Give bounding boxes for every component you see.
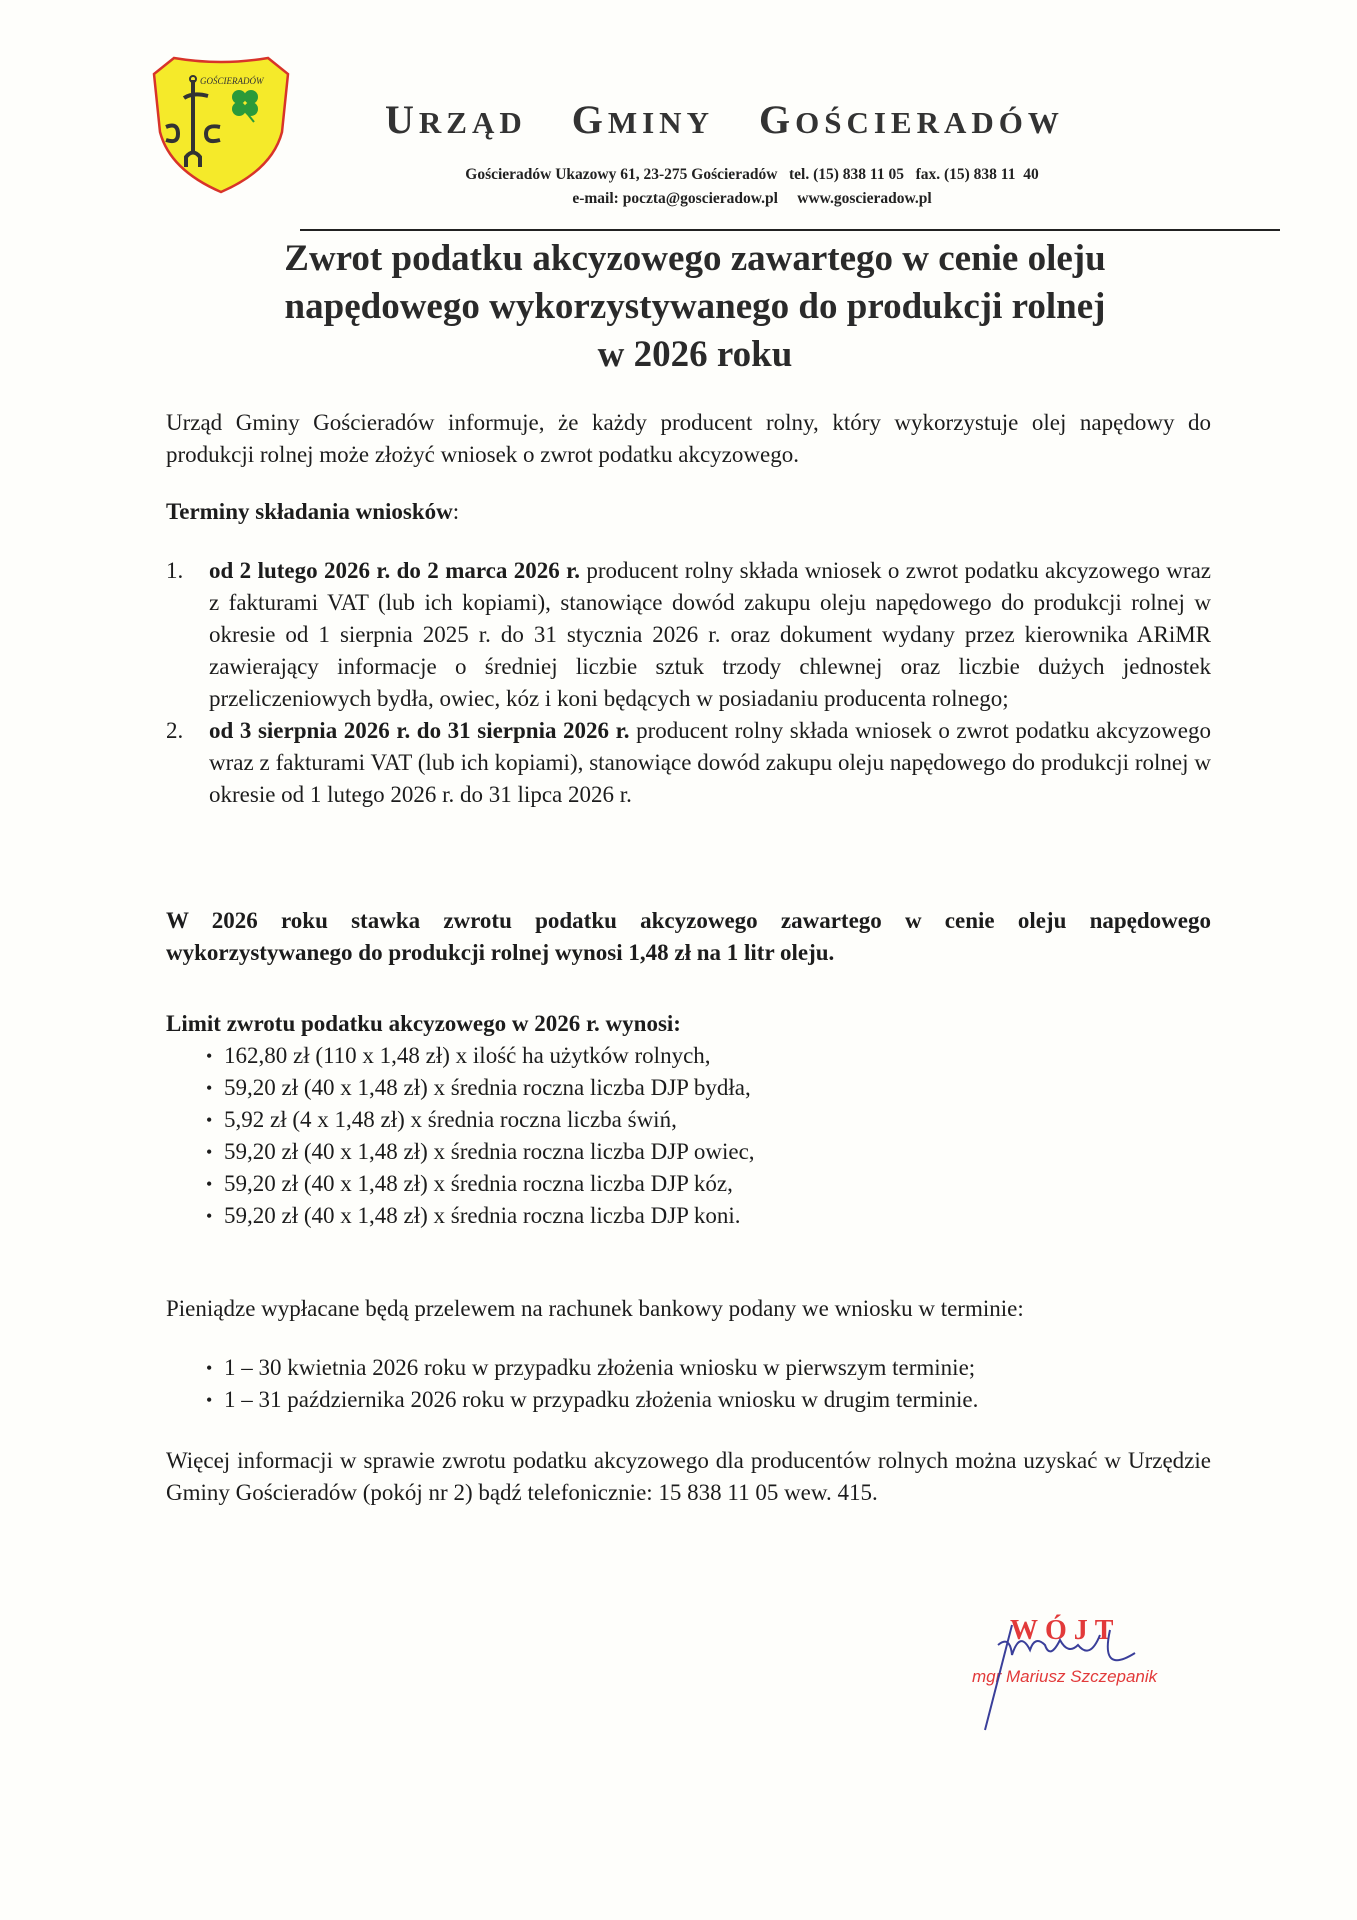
limit-item: • 59,20 zł (40 x 1,48 zł) x średnia roczna liczba DJP koni. bbox=[206, 1203, 741, 1228]
deadline-dates: od 3 sierpnia 2026 r. do 31 sierpnia 2026 r. bbox=[209, 718, 630, 743]
signature-block bbox=[950, 1615, 1180, 1765]
deadlines-list bbox=[166, 555, 1211, 811]
limit-heading: Limit zwrotu podatku akcyzowego w 2026 r. wynosi: bbox=[166, 1011, 681, 1036]
contact-address: Gościeradów Ukazowy 61, 23-275 Gościeradów tel. (15) 838 11 05 fax. (15) 838 11 40 bbox=[465, 166, 1039, 183]
logo-text: GOŚCIERADÓW bbox=[200, 76, 264, 86]
document-title: Zwrot podatku akcyzowego zawartego w cenie oleju napędowego wykorzystywanego do produkcji rolnej w 2026 roku bbox=[284, 238, 1106, 375]
payout-item: • 1 – 31 października 2026 roku w przypadku złożenia wniosku w drugim terminie. bbox=[206, 1387, 979, 1412]
payout-intro: Pieniądze wypłacane będą przelewem na rachunek bankowy podany we wniosku w terminie: bbox=[166, 1296, 1024, 1321]
rate-paragraph: W 2026 roku stawka zwrotu podatku akcyzowego zawartego w cenie oleju napędowego wykorzystywanego do produkcji rolnej wynosi 1,48 zł na 1 litr oleju. bbox=[166, 908, 1211, 965]
header-divider bbox=[300, 229, 1280, 231]
handwritten-signature-icon bbox=[950, 1615, 1180, 1765]
coat-of-arms-logo bbox=[146, 52, 296, 197]
shield-icon bbox=[146, 52, 296, 197]
limit-item: • 59,20 zł (40 x 1,48 zł) x średnia roczna liczba DJP kóz, bbox=[206, 1171, 733, 1196]
intro-paragraph: Urząd Gminy Gościeradów informuje, że każdy producent rolny, który wykorzystuje olej napędowy do produkcji rolnej może złożyć wniosek o zwrot podatku akcyzowego. bbox=[166, 410, 1211, 467]
limit-item: • 5,92 zł (4 x 1,48 zł) x średnia roczna liczba świń, bbox=[206, 1107, 677, 1132]
payout-item: • 1 – 30 kwietnia 2026 roku w przypadku złożenia wniosku w pierwszym terminie; bbox=[206, 1355, 976, 1380]
organization-title: URZĄD GMINY GOŚCIERADÓW bbox=[385, 97, 1064, 142]
deadlines-heading: Terminy składania wniosków: bbox=[166, 499, 460, 524]
deadline-item: 1. od 2 lutego 2026 r. do 2 marca 2026 r. producent rolny składa wniosek o zwrot podatku akcyzowego wraz z fakturami VAT (lub ich kopiami), stanowiące dowód zakupu oleju napędowego do produkcji rolnej w okresie od 1 sierpnia 2025 r. do 31 stycznia 2026 r. oraz dokument wydany przez kierownika ARiMR zawierający informacje o średniej liczbie sztuk trzody chlewnej oraz liczbie dużych jednostek przeliczeniowych bydła, owiec, kóz i koni będących w posiadaniu producenta rolnego; bbox=[166, 558, 1211, 711]
payouts-list bbox=[166, 1352, 978, 1416]
limit-item: • 59,20 zł (40 x 1,48 zł) x średnia roczna liczba DJP owiec, bbox=[206, 1139, 755, 1164]
signature-name: mgr Mariusz Szczepanik bbox=[972, 1667, 1158, 1686]
deadline-item: 2. od 3 sierpnia 2026 r. do 31 sierpnia 2026 r. producent rolny składa wniosek o zwrot podatku akcyzowego wraz z fakturami VAT (lub ich kopiami), stanowiące dowód zakupu oleju napędowego do produkcji rolnej w okresie od 1 lutego 2026 r. do 31 lipca 2026 r. bbox=[166, 718, 1211, 807]
limit-item: • 162,80 zł (110 x 1,48 zł) x ilość ha użytków rolnych, bbox=[206, 1043, 711, 1068]
signature-title: WÓJT bbox=[1010, 1615, 1121, 1646]
deadline-dates: od 2 lutego 2026 r. do 2 marca 2026 r. bbox=[209, 558, 580, 583]
limit-item: • 59,20 zł (40 x 1,48 zł) x średnia roczna liczba DJP bydła, bbox=[206, 1075, 751, 1100]
more-info-paragraph: Więcej informacji w sprawie zwrotu podatku akcyzowego dla producentów rolnych można uzyskać w Urzędzie Gminy Gościeradów (pokój nr 2) bądź telefonicznie: 15 838 11 05 wew. 415. bbox=[166, 1448, 1211, 1505]
limits-list bbox=[166, 1040, 755, 1232]
contact-email-web: e-mail: poczta@goscieradow.pl www.goscieradow.pl bbox=[572, 190, 932, 207]
